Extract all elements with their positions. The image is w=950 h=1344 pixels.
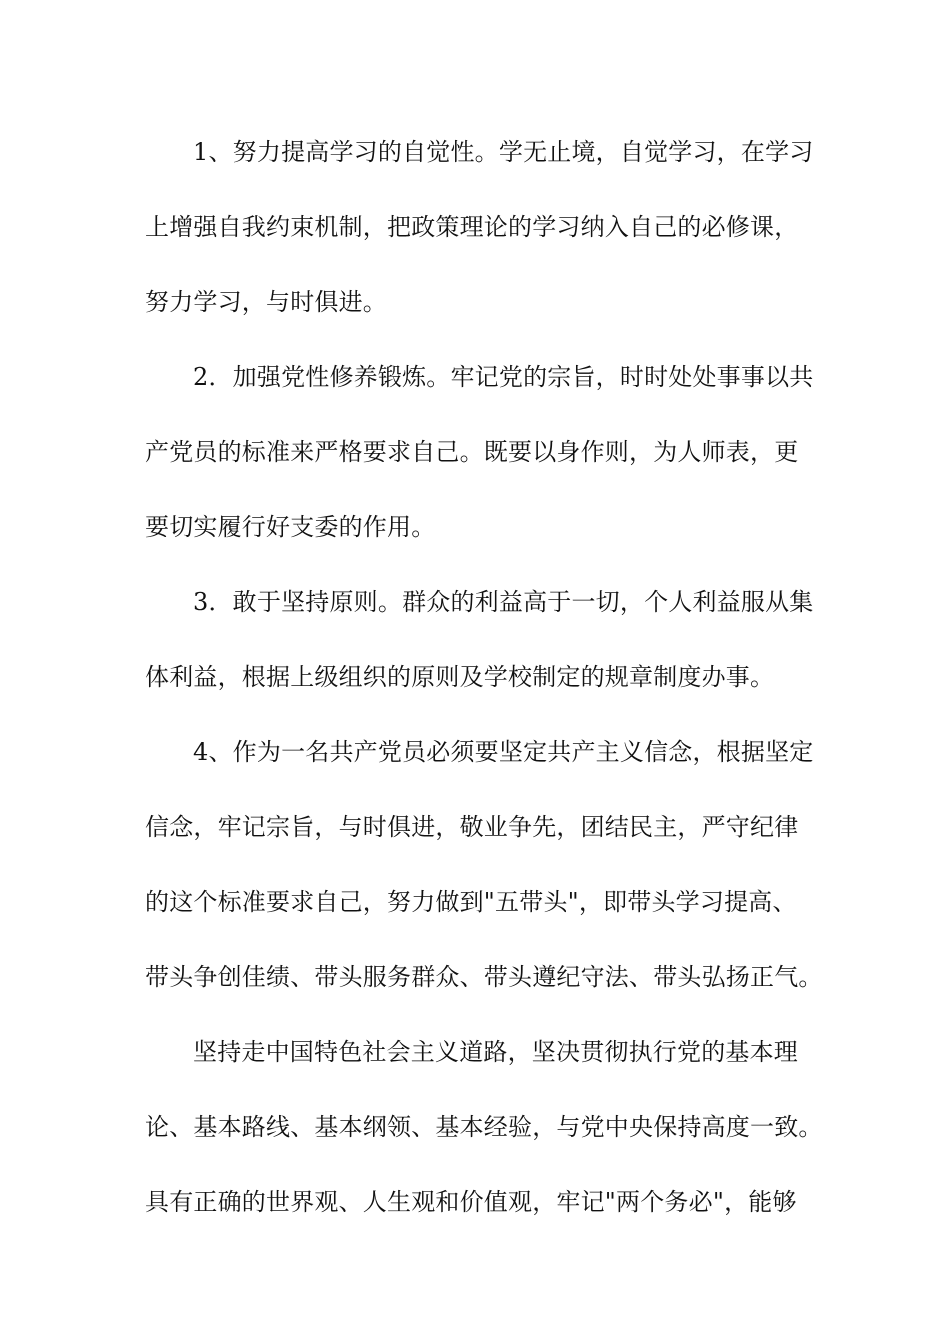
paragraph-2-line-2: 产党员的标准来严格要求自己。既要以身作则，为人师表，更 <box>145 438 799 466</box>
paragraph-3-line-2: 体利益，根据上级组织的原则及学校制定的规章制度办事。 <box>145 663 775 691</box>
paragraph-1-line-3: 努力学习，与时俱进。 <box>145 288 387 316</box>
paragraph-1-line-1: 1、努力提高学习的自觉性。学无止境，自觉学习，在学习 <box>193 138 814 166</box>
paragraph-5-line-1: 坚持走中国特色社会主义道路，坚决贯彻执行党的基本理 <box>193 1038 798 1066</box>
paragraph-1-line-2: 上增强自我约束机制，把政策理论的学习纳入自己的必修课， <box>145 213 799 241</box>
paragraph-2-line-3: 要切实履行好支委的作用。 <box>145 513 436 541</box>
paragraph-4-line-2: 信念，牢记宗旨，与时俱进，敬业争先，团结民主，严守纪律 <box>145 813 799 841</box>
paragraph-4-line-4: 带头争创佳绩、带头服务群众、带头遵纪守法、带头弘扬正气。 <box>145 963 823 991</box>
paragraph-2-line-1: 2．加强党性修养锻炼。牢记党的宗旨，时时处处事事以共 <box>193 363 814 391</box>
paragraph-4-line-1: 4、作为一名共产党员必须要坚定共产主义信念，根据坚定 <box>193 738 814 766</box>
paragraph-5-line-2: 论、基本路线、基本纲领、基本经验，与党中央保持高度一致。 <box>145 1113 823 1141</box>
paragraph-3-line-1: 3．敢于坚持原则。群众的利益高于一切，个人利益服从集 <box>193 588 814 616</box>
paragraph-4-line-3: 的这个标准要求自己，努力做到"五带头"，即带头学习提高、 <box>145 888 797 916</box>
paragraph-5-line-3: 具有正确的世界观、人生观和价值观，牢记"两个务必"，能够 <box>145 1188 797 1216</box>
